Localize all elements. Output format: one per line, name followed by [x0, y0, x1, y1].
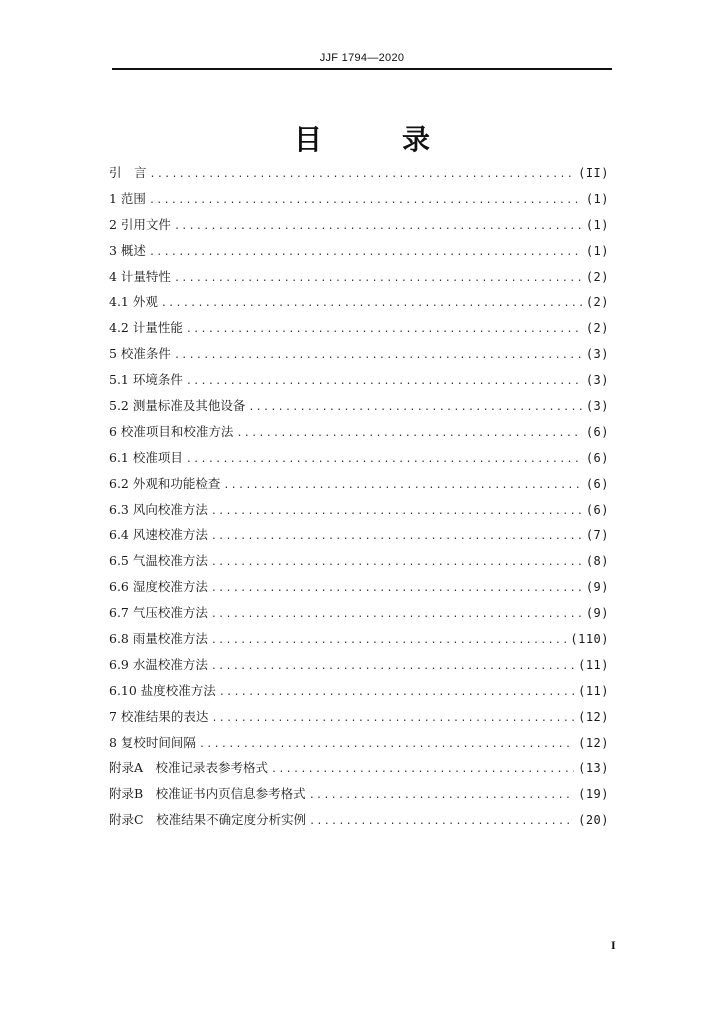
toc-leader-dots [199, 732, 574, 758]
toc-entry-label: 5 校准条件 [109, 346, 171, 362]
toc-leader-dots [211, 628, 567, 654]
toc-entry-page: (1) [585, 243, 609, 258]
toc-leader-dots [219, 680, 574, 706]
toc-entry-label: 6.1 校准项目 [109, 449, 183, 465]
toc-entry [109, 238, 609, 264]
toc-entry-page: (2) [585, 295, 609, 310]
toc-entry [109, 548, 609, 574]
toc-entry-label: 8 复校时间间隔 [109, 734, 196, 750]
toc-entry-label: 6.5 气温校准方法 [109, 553, 208, 569]
toc-entry [109, 160, 609, 186]
toc-entry-page: (6) [585, 476, 609, 491]
toc-entry [109, 471, 609, 497]
toc-leader-dots [161, 291, 582, 317]
toc-entry-page: (1) [585, 191, 609, 206]
toc-entry [109, 652, 609, 678]
toc-entry [109, 574, 609, 600]
toc-leader-dots [271, 757, 574, 783]
toc-entry [109, 212, 609, 238]
toc-entry [109, 678, 609, 704]
toc-leader-dots [211, 576, 582, 602]
toc-leader-dots [211, 524, 582, 550]
toc-leader-dots [248, 395, 581, 421]
toc-entry-page: (9) [585, 580, 609, 595]
toc-entry [109, 419, 609, 445]
toc-entry-page: (7) [585, 528, 609, 543]
toc-entry-page: (2) [585, 269, 609, 284]
toc-leader-dots [149, 188, 582, 214]
toc-leader-dots [309, 783, 574, 809]
toc-entry-label: 5.1 环境条件 [109, 372, 183, 388]
toc-entry-page: (8) [585, 554, 609, 569]
toc-entry [109, 497, 609, 523]
toc-entry-page: (3) [585, 347, 609, 362]
toc-entry [109, 393, 609, 419]
toc-leader-dots [186, 447, 582, 473]
toc-leader-dots [174, 343, 582, 369]
toc-entry-label: 附录C 校准结果不确定度分析实例 [109, 812, 307, 828]
toc-entry [109, 264, 609, 290]
toc-leader-dots [150, 162, 575, 188]
toc-entry-label: 4.2 计量性能 [109, 320, 183, 336]
toc-entry [109, 445, 609, 471]
page-number: I [611, 938, 616, 952]
toc-entry-label: 附录B 校准证书内页信息参考格式 [109, 786, 306, 802]
toc-entry-label: 7 校准结果的表达 [109, 708, 209, 724]
toc-leader-dots [211, 654, 574, 680]
header-standard-code: JJF 1794—2020 [319, 52, 405, 64]
toc-entry-page: (6) [585, 424, 609, 439]
toc-entry-label: 4 计量特性 [109, 268, 171, 284]
toc-entry [109, 704, 609, 730]
toc-entry-page: (19) [578, 787, 609, 802]
toc-entry [109, 600, 609, 626]
toc-entry-label: 2 引用文件 [109, 216, 171, 232]
toc-entry-label: 6.2 外观和功能检查 [109, 475, 221, 491]
toc-entry [109, 755, 609, 781]
toc-entry-page: (110) [570, 632, 609, 647]
toc-leader-dots [186, 317, 582, 343]
toc-entry [109, 315, 609, 341]
toc-leader-dots [223, 473, 581, 499]
toc-entry-label: 1 范围 [109, 190, 146, 206]
toc-entry-label: 5.2 测量标准及其他设备 [109, 398, 246, 414]
toc-leader-dots [211, 706, 574, 732]
toc-entry [109, 367, 609, 393]
toc-entry-page: (11) [578, 683, 609, 698]
toc-entry [109, 730, 609, 756]
toc-entry-page: (II) [578, 166, 609, 180]
toc-entry-label: 6.4 风速校准方法 [109, 527, 208, 543]
toc-leader-dots [149, 240, 582, 266]
toc-entry-label: 6.3 风向校准方法 [109, 501, 208, 517]
toc-entry-page: (20) [578, 813, 609, 828]
toc-list [109, 160, 609, 833]
toc-leader-dots [211, 550, 582, 576]
toc-entry-page: (11) [578, 657, 609, 672]
toc-entry-label: 引 言 [109, 165, 147, 180]
toc-entry-page: (3) [585, 399, 609, 414]
toc-entry [109, 807, 609, 833]
toc-entry [109, 341, 609, 367]
toc-entry-page: (3) [585, 373, 609, 388]
toc-title: 目 录 [293, 123, 456, 156]
toc-entry-page: (1) [585, 217, 609, 232]
toc-entry [109, 289, 609, 315]
toc-entry-label: 附录A 校准记录表参考格式 [109, 760, 269, 776]
toc-entry-page: (13) [578, 761, 609, 776]
toc-entry [109, 781, 609, 807]
toc-entry [109, 626, 609, 652]
toc-entry-page: (6) [585, 450, 609, 465]
toc-leader-dots [211, 602, 582, 628]
toc-leader-dots [211, 499, 582, 525]
toc-entry-label: 6.9 水温校准方法 [109, 656, 208, 672]
toc-leader-dots [309, 809, 574, 835]
toc-entry-page: (12) [578, 735, 609, 750]
toc-entry [109, 186, 609, 212]
toc-entry-label: 6.10 盐度校准方法 [109, 682, 216, 698]
toc-entry-label: 6.6 湿度校准方法 [109, 579, 208, 595]
toc-entry-page: (2) [585, 321, 609, 336]
toc-leader-dots [174, 214, 582, 240]
toc-entry [109, 522, 609, 548]
toc-entry-page: (12) [578, 709, 609, 724]
toc-entry-page: (6) [585, 502, 609, 517]
toc-leader-dots [186, 369, 582, 395]
toc-leader-dots [174, 266, 582, 292]
toc-entry-label: 3 概述 [109, 242, 146, 258]
toc-entry-page: (9) [585, 606, 609, 621]
toc-entry-label: 6 校准项目和校准方法 [109, 423, 234, 439]
header-rule [112, 68, 612, 70]
toc-entry-label: 4.1 外观 [109, 294, 158, 310]
toc-entry-label: 6.8 雨量校准方法 [109, 631, 208, 647]
toc-entry-label: 6.7 气压校准方法 [109, 605, 208, 621]
toc-leader-dots [236, 421, 581, 447]
